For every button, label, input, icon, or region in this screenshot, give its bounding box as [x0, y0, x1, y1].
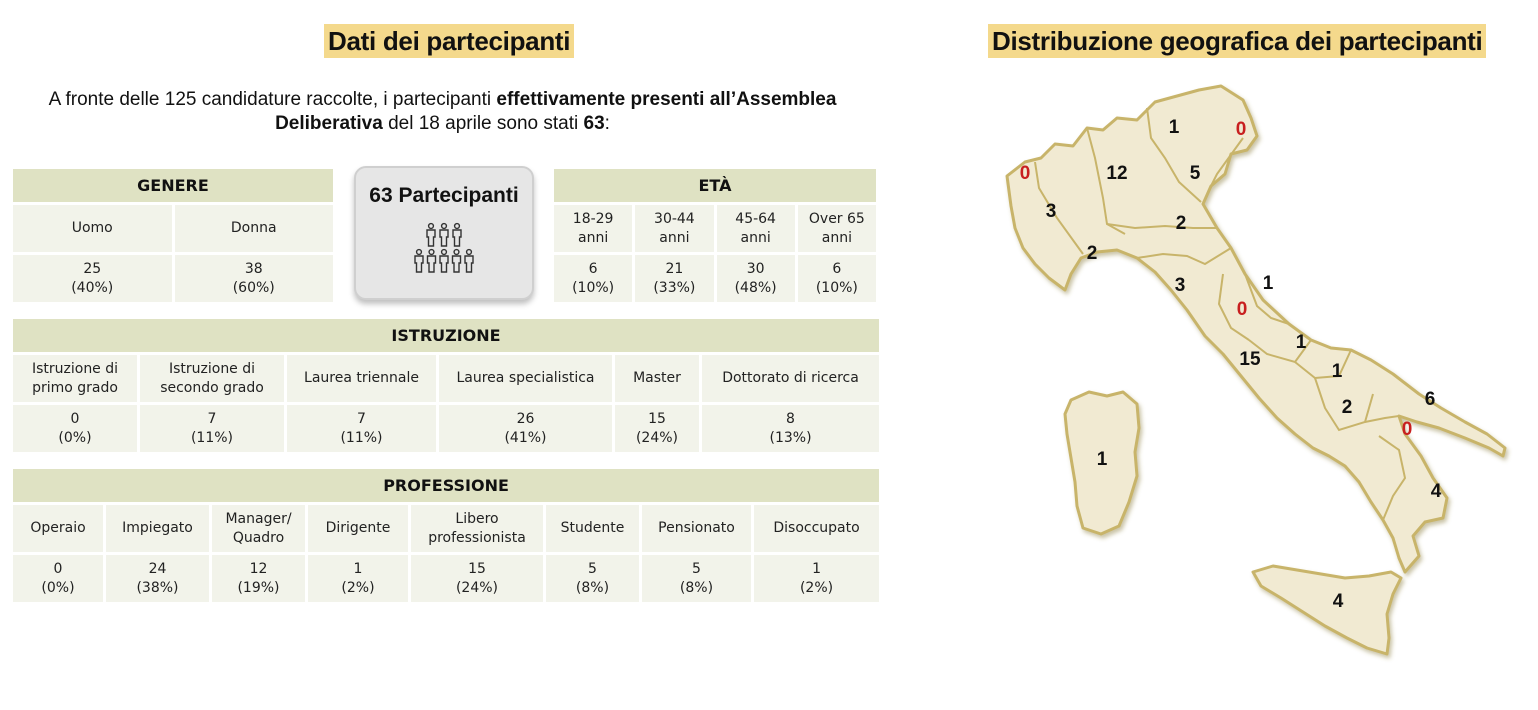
gender-value: [173, 254, 335, 304]
percent: (38%): [136, 579, 179, 596]
intro-bold-1: effettivamente presenti all’Assemblea Deliberativa: [275, 89, 837, 134]
total-participants-label: 63 Partecipanti: [369, 184, 519, 207]
label-line: 18-29: [572, 210, 614, 227]
count: 5: [692, 560, 701, 577]
label-line: Over 65: [808, 210, 865, 227]
profession-value: [105, 554, 211, 604]
label-line: Manager/: [225, 510, 292, 527]
count: 24: [148, 560, 167, 577]
age-label: [715, 204, 796, 254]
count: 21: [665, 260, 684, 277]
percent: (24%): [635, 429, 679, 446]
label-line: anni: [578, 229, 609, 246]
label-line: 45-64: [735, 210, 776, 227]
percent: (33%): [653, 279, 696, 296]
education-label: Laurea triennale: [286, 354, 438, 404]
count: 26: [516, 410, 535, 427]
percent: (8%): [679, 579, 714, 596]
percent: (40%): [71, 279, 114, 296]
intro-part-1: A fronte delle 125 candidature raccolte, i partecipanti: [48, 89, 497, 110]
profession-label: Impiegato: [105, 504, 211, 554]
age-table: [551, 166, 879, 305]
profession-value: [545, 554, 641, 604]
profession-label: [211, 504, 307, 554]
profession-value: [641, 554, 753, 604]
participants-data-title: Dati dei partecipanti: [324, 24, 574, 58]
count: 1: [353, 560, 363, 577]
intro-part-2: del 18 aprile sono stati: [382, 113, 584, 134]
age-label: [796, 204, 877, 254]
count: 30: [746, 260, 765, 277]
gender-label: Donna: [173, 204, 335, 254]
label-line: Istruzione di: [31, 360, 119, 377]
profession-label: Pensionato: [641, 504, 753, 554]
italy-map: [995, 78, 1525, 668]
percent: (41%): [504, 429, 547, 446]
count: 1: [812, 560, 821, 577]
profession-value: [410, 554, 545, 604]
profession-value: [307, 554, 410, 604]
percent: (11%): [190, 429, 234, 446]
label-line: anni: [659, 229, 690, 246]
region-count-puglia: 6: [1424, 389, 1436, 410]
age-label: [553, 204, 634, 254]
region-count-molise: 1: [1331, 361, 1343, 382]
education-table: [10, 316, 882, 455]
region-count-lazio: 15: [1239, 349, 1261, 370]
profession-label: Dirigente: [307, 504, 410, 554]
age-value: [715, 254, 796, 304]
age-value: [796, 254, 877, 304]
profession-value: [211, 554, 307, 604]
label-line: Libero: [455, 510, 499, 527]
label-line: Istruzione di: [168, 360, 256, 377]
age-value: [634, 254, 715, 304]
age-value: [553, 254, 634, 304]
education-value: [12, 404, 139, 454]
education-label: [139, 354, 286, 404]
count: 25: [83, 260, 102, 277]
intro-bold-2: 63: [583, 113, 605, 134]
italy-map-shape: [995, 78, 1525, 668]
region-count-friuli-venezia-giulia: 0: [1235, 119, 1247, 140]
region-count-calabria: 4: [1430, 481, 1442, 502]
profession-label: Disoccupato: [753, 504, 881, 554]
count: 6: [832, 260, 842, 277]
age-label: [634, 204, 715, 254]
gender-header: GENERE: [12, 168, 335, 204]
education-label: Dottorato di ricerca: [701, 354, 881, 404]
percent: (0%): [58, 429, 92, 446]
percent: (19%): [237, 579, 280, 596]
count: 7: [357, 410, 366, 427]
education-header: ISTRUZIONE: [12, 318, 881, 354]
region-count-sardegna: 1: [1096, 449, 1108, 470]
education-value: [701, 404, 881, 454]
percent: (13%): [769, 429, 812, 446]
region-count-umbria: 0: [1236, 299, 1248, 320]
label-line: professionista: [428, 529, 526, 546]
education-label: [12, 354, 139, 404]
profession-value: [12, 554, 105, 604]
region-count-liguria: 2: [1086, 243, 1098, 264]
count: 8: [786, 410, 795, 427]
intro-text: [20, 88, 865, 136]
education-value: [286, 404, 438, 454]
label-line: secondo grado: [160, 379, 264, 396]
geographic-distribution-title: Distribuzione geografica dei partecipanti: [988, 24, 1486, 58]
education-label: Master: [614, 354, 701, 404]
gender-table: [10, 166, 336, 305]
percent: (0%): [41, 579, 75, 596]
region-count-valle-daosta: 0: [1019, 163, 1031, 184]
people-group-icon: [414, 222, 474, 278]
profession-label: Operaio: [12, 504, 105, 554]
percent: (11%): [340, 429, 383, 446]
profession-label: Studente: [545, 504, 641, 554]
percent: (60%): [232, 279, 275, 296]
education-label: Laurea specialistica: [438, 354, 614, 404]
percent: (2%): [799, 579, 834, 596]
count: 38: [244, 260, 263, 277]
label-line: Quadro: [232, 529, 285, 546]
intro-part-3: :: [604, 113, 610, 134]
education-value: [139, 404, 286, 454]
age-header: ETÀ: [553, 168, 878, 204]
region-count-abruzzo: 1: [1295, 332, 1307, 353]
count: 6: [588, 260, 598, 277]
count: 15: [648, 410, 666, 427]
region-count-lombardia: 12: [1106, 163, 1128, 184]
region-count-marche: 1: [1262, 273, 1274, 294]
percent: (48%): [734, 279, 777, 296]
region-count-toscana: 3: [1174, 275, 1186, 296]
region-count-sicilia: 4: [1332, 591, 1344, 612]
count: 0: [70, 410, 80, 427]
count: 0: [53, 560, 63, 577]
region-count-trentino-alto-adige: 1: [1168, 117, 1180, 138]
profession-table: [10, 466, 882, 605]
label-line: primo grado: [32, 379, 118, 396]
region-count-veneto: 5: [1189, 163, 1201, 184]
profession-label: [410, 504, 545, 554]
education-value: [614, 404, 701, 454]
gender-value: [12, 254, 174, 304]
count: 15: [468, 560, 486, 577]
count: 5: [588, 560, 597, 577]
region-count-emilia-romagna: 2: [1175, 213, 1187, 234]
total-participants-card: [354, 166, 534, 300]
label-line: anni: [821, 229, 852, 246]
region-count-piemonte: 3: [1045, 201, 1057, 222]
percent: (24%): [455, 579, 499, 596]
education-value: [438, 404, 614, 454]
percent: (2%): [341, 579, 375, 596]
profession-header: PROFESSIONE: [12, 468, 881, 504]
gender-label: Uomo: [12, 204, 174, 254]
percent: (10%): [815, 279, 858, 296]
sicily-shape: [1253, 566, 1401, 654]
percent: (10%): [572, 279, 615, 296]
count: 12: [249, 560, 268, 577]
profession-value: [753, 554, 881, 604]
region-count-basilicata: 0: [1401, 419, 1413, 440]
region-count-campania: 2: [1341, 397, 1353, 418]
percent: (8%): [575, 579, 610, 596]
label-line: anni: [740, 229, 771, 246]
count: 7: [207, 410, 217, 427]
label-line: 30-44: [654, 210, 695, 227]
